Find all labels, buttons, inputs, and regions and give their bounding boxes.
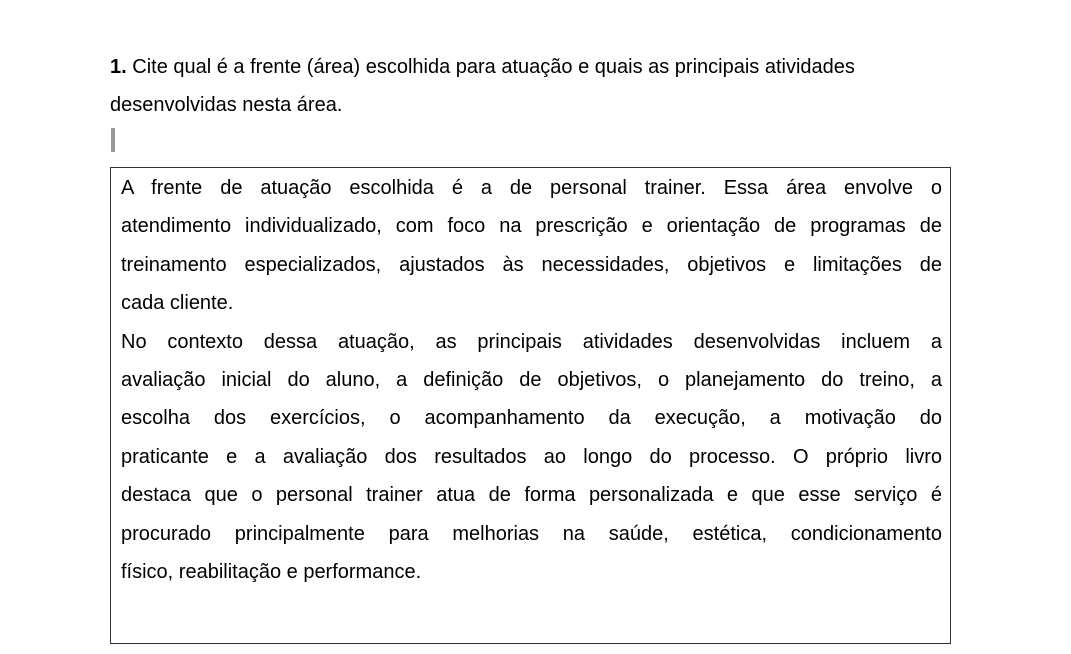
answer-box[interactable]	[110, 167, 951, 644]
answer-line: A frente de atuação escolhida é a de personal trainer. Essa área envolve o	[121, 177, 942, 199]
answer-line: treinamento especializados, ajustados às necessidades, objetivos e limitações de	[121, 253, 942, 276]
answer-line: cada cliente.	[121, 292, 234, 315]
answer-text	[121, 169, 942, 591]
question-number: 1.	[110, 56, 127, 78]
answer-line: escolha dos exercícios, o acompanhamento da execução, a motivação do	[121, 407, 942, 430]
answer-line: praticante e a avaliação dos resultados ao longo do processo. O próprio livro	[121, 445, 942, 468]
answer-line: procurado principalmente para melhorias na saúde, estética, condicionamento	[121, 522, 942, 545]
answer-line: físico, reabilitação e performance.	[121, 561, 422, 584]
question-line-1: 1. Cite qual é a frente (área) escolhida para atuação e quais as principais atividades	[110, 56, 855, 78]
answer-line: avaliação inicial do aluno, a definição de objetivos, o planejamento do treino, a	[121, 369, 942, 392]
answer-line: No contexto dessa atuação, as principais atividades desenvolvidas incluem a	[121, 330, 942, 353]
answer-line: atendimento individualizado, com foco na prescrição e orientação de programas de	[121, 215, 942, 238]
question-text	[110, 48, 960, 124]
question-line-2: desenvolvidas nesta área.	[110, 94, 343, 116]
answer-line: destaca que o personal trainer atua de forma personalizada e que esse serviço é	[121, 484, 942, 507]
text-cursor	[111, 128, 115, 152]
